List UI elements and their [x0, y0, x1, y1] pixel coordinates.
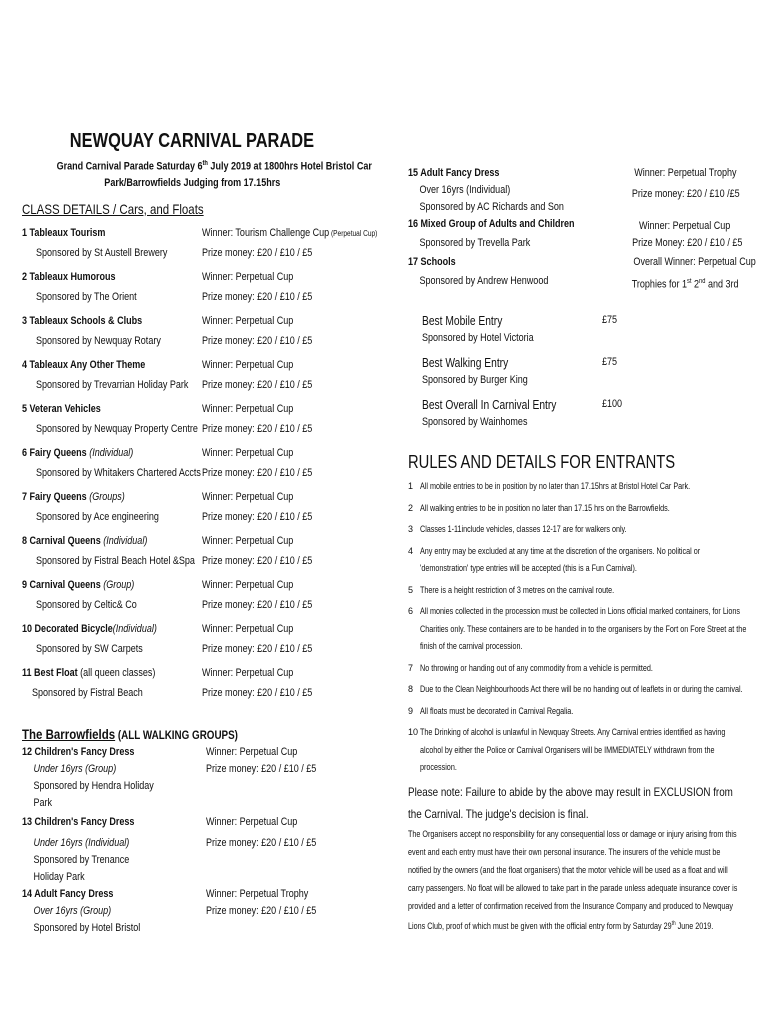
award-amount: £100 — [602, 398, 623, 410]
walking-class-sub: Under 16yrs (Individual) — [33, 836, 130, 849]
trophy-text-a: Trophies for 1 — [631, 278, 688, 291]
class-name-main: 10 Decorated Bicycle — [22, 622, 113, 635]
insurance-sup: th — [671, 920, 676, 927]
class-winner — [202, 533, 293, 550]
insurance-notice — [408, 825, 748, 935]
walking-class-prize: Prize money: £20 / £10 / £5 — [206, 836, 317, 849]
rule-number: 4 — [408, 545, 414, 556]
rule-number: 10 — [408, 727, 419, 737]
class-winner-text: Winner: Perpetual Cup — [202, 270, 294, 283]
class-winner — [202, 489, 293, 506]
class-sponsor: Sponsored by Trevarrian Holiday Park — [36, 378, 189, 391]
walking-class-winner: Winner: Perpetual Cup — [206, 745, 298, 758]
award-name: Best Mobile Entry — [422, 314, 503, 328]
class-winner-text: Winner: Perpetual Cup — [202, 490, 294, 503]
walking-class-14 — [22, 886, 397, 937]
class-name — [22, 401, 101, 417]
class-name — [22, 445, 133, 461]
class-winner-text: Winner: Perpetual Cup — [202, 446, 294, 459]
class-prize: Prize money: £20 / £10 / £5 — [202, 378, 313, 391]
walking-class-sponsor-cont: Holiday Park — [33, 870, 85, 883]
class-winner-text: Winner: Perpetual Cup — [202, 622, 294, 635]
class-winner-text: Winner: Perpetual Cup — [202, 578, 294, 591]
barrowfields-heading-text — [22, 725, 238, 744]
class-item — [22, 269, 397, 313]
class-item — [22, 401, 397, 445]
class-title: 15 Adult Fancy Dress — [408, 167, 500, 179]
class-name-main: 4 Tableaux Any Other Theme — [22, 358, 146, 371]
class-sponsor: Sponsored by Trevella Park — [419, 237, 531, 249]
class-name — [22, 225, 105, 241]
class-prize: Prize money: £20 / £10 / £5 — [202, 246, 313, 259]
rule-item — [408, 543, 748, 578]
award-amount: £75 — [602, 314, 618, 326]
walking-class-prize: Prize money: £20 / £10 / £5 — [206, 762, 317, 775]
class-winner — [202, 357, 293, 374]
walking-class-sub: Under 16yrs (Group) — [33, 762, 117, 775]
insurance-text: The Organisers accept no responsibility for any consequential loss or damage or injury arising from this event and each entry must have their own personal insurance. The insurers of the vehicle must be notified by the owners (and the float organisers) that the motor vehicle will be used as a float and will carry passengers. No float will be allowed to take part in the parade unless adequate insurance cover is provided and a letter of confirmation received from the Insurance Company and produced to Newquay Lions Club, proof of which must be given with the official entry form by Saturday 29 — [408, 828, 738, 931]
rules-heading — [408, 450, 748, 474]
award-item — [422, 396, 748, 430]
class-name — [22, 665, 155, 681]
rule-item — [408, 478, 748, 496]
trophy-sup-2: nd — [699, 278, 706, 285]
class-name-main: 1 Tableaux Tourism — [22, 226, 106, 239]
rule-number: 8 — [408, 684, 414, 694]
class-sponsor: Sponsored by Whitakers Chartered Accts — [36, 466, 201, 479]
subtitle-line-1-a: Grand Carnival Parade Saturday 6 — [56, 160, 203, 173]
class-winner: Winner: Perpetual Cup — [639, 220, 731, 232]
class-item — [22, 225, 397, 269]
class-item — [22, 533, 397, 577]
barrowfields-subtitle: (ALL WALKING GROUPS) — [115, 727, 238, 742]
class-name-extra: (all queen classes) — [77, 666, 156, 679]
rule-text: Due to the Clean Neighbourhoods Act there will be no handing out of leaflets in or during the carnival. — [420, 684, 743, 694]
class-name-main: 2 Tableaux Humorous — [22, 270, 116, 283]
class-sub: Over 16yrs (Individual) — [419, 184, 511, 196]
class-item — [22, 445, 397, 489]
walking-class-title: 13 Children's Fancy Dress — [22, 815, 135, 828]
class-prize: Prize money: £20 / £10 / £5 — [202, 686, 313, 699]
class-prize: Prize money: £20 / £10 / £5 — [202, 334, 313, 347]
exclusion-note-text: Please note: Failure to abide by the above may result in EXCLUSION from the Carnival. The judge's decision is final. — [408, 784, 733, 821]
barrowfields-title: The Barrowfields — [22, 725, 116, 742]
class-winner — [202, 269, 293, 286]
rule-text: All floats must be decorated in Carnival Regalia. — [420, 705, 574, 716]
award-sponsor: Sponsored by Hotel Victoria — [422, 332, 534, 344]
walking-class-prize: Prize money: £20 / £10 / £5 — [206, 904, 317, 917]
class-name-main: 7 Fairy Queens — [22, 490, 90, 503]
class-prize: Prize money: £20 / £10 / £5 — [202, 290, 313, 303]
class-winner-extra: (Perpetual Cup) — [329, 228, 378, 238]
subtitle-line-2: Park/Barrowfields Judging from 17.15hrs — [104, 176, 280, 189]
class-winner: Winner: Perpetual Cup — [202, 666, 294, 679]
award-sponsor: Sponsored by Wainhomes — [422, 416, 528, 428]
class-name-main: 8 Carnival Queens — [22, 534, 104, 547]
right-column — [408, 165, 756, 935]
rule-text: Any entry may be excluded at any time at the discretion of the organisers. No political or 'demonstration' type entries will be accepted (this is a Fun Carnival). — [420, 545, 701, 573]
insurance-text-end: June 2019. — [675, 920, 714, 931]
class-winner-text: Winner: Tourism Challenge Cup — [202, 226, 330, 239]
award-amount: £75 — [602, 356, 618, 368]
class-item — [22, 577, 397, 621]
class-title: 16 Mixed Group of Adults and Children — [408, 218, 575, 230]
class-item-17 — [408, 254, 756, 291]
class-winner — [202, 621, 293, 638]
rules-list — [408, 478, 748, 777]
walking-class-title: 14 Adult Fancy Dress — [22, 887, 114, 900]
class-name-main: 6 Fairy Queens — [22, 446, 90, 459]
class-sponsor: Sponsored by Newquay Rotary — [36, 334, 161, 347]
class-sponsor: Sponsored by St Austell Brewery — [36, 246, 168, 259]
rule-number: 9 — [408, 705, 414, 716]
rule-item — [408, 500, 748, 518]
class-name — [22, 621, 157, 637]
class-name — [22, 269, 116, 285]
walking-class-sponsor: Sponsored by Hendra Holiday — [33, 779, 154, 792]
class-winner-text: Winner: Perpetual Cup — [202, 534, 294, 547]
rule-item — [408, 582, 748, 600]
rule-number: 6 — [408, 606, 414, 616]
class-prize: Prize money: £20 / £10 / £5 — [202, 554, 313, 567]
class-winner — [202, 445, 293, 462]
award-list — [422, 312, 748, 430]
rule-number: 3 — [408, 524, 414, 534]
page-title-text: NEWQUAY CARNIVAL PARADE — [69, 130, 315, 152]
class-name-extra: (Individual) — [112, 622, 157, 635]
class-winner-text: Winner: Perpetual Cup — [202, 314, 294, 327]
class-winner — [202, 401, 293, 418]
class-name — [22, 577, 134, 593]
rule-text: There is a height restriction of 3 metres on the carnival route. — [420, 584, 615, 595]
rules-heading-text: RULES AND DETAILS FOR ENTRANTS — [408, 452, 676, 472]
class-details-heading-text: CLASS DETAILS / Cars, and Floats — [22, 200, 204, 217]
trophy-sup-1: st — [687, 278, 692, 285]
class-name-main: 9 Carnival Queens — [22, 578, 104, 591]
parade-subtitle — [22, 156, 372, 191]
class-sponsor: Sponsored by Celtic& Co — [36, 598, 137, 611]
left-column — [22, 128, 397, 937]
walking-class-sponsor: Sponsored by Hotel Bristol — [33, 921, 141, 934]
rule-item — [408, 521, 748, 539]
rule-item — [408, 681, 748, 699]
trophy-text-b: 2 — [691, 278, 700, 291]
class-name — [22, 357, 145, 373]
walking-class-sponsor: Sponsored by Trenance — [33, 853, 130, 866]
walking-class-sponsor-cont: Park — [33, 796, 53, 809]
class-winner: Overall Winner: Perpetual Cup — [633, 256, 756, 268]
walking-class-title: 12 Children's Fancy Dress — [22, 745, 135, 758]
class-sponsor: Sponsored by Fistral Beach Hotel &Spa — [36, 554, 195, 567]
trophy-text-c: and 3rd — [705, 278, 739, 291]
barrowfields-heading — [22, 725, 397, 744]
walking-class-sub: Over 16yrs (Group) — [33, 904, 112, 917]
class-name-extra: (Group) — [103, 578, 135, 591]
rule-text: Classes 1-11include vehicles, classes 12-17 are for walkers only. — [420, 524, 627, 534]
rule-number: 2 — [408, 502, 414, 513]
class-prize: Prize money: £20 / £10 / £5 — [202, 466, 313, 479]
class-item — [22, 357, 397, 401]
class-name — [22, 489, 125, 505]
award-sponsor: Sponsored by Burger King — [422, 374, 528, 386]
walking-class-winner: Winner: Perpetual Cup — [206, 815, 298, 828]
subtitle-line-1-b: July 2019 at 1800hrs Hotel Bristol Car — [207, 160, 372, 173]
class-sponsor: Sponsored by AC Richards and Son — [419, 201, 564, 213]
award-item — [422, 312, 748, 346]
walking-class-13 — [22, 814, 397, 886]
rule-item — [408, 603, 748, 656]
class-title: 17 Schools — [408, 256, 456, 268]
class-name-main: 3 Tableaux Schools & Clubs — [22, 314, 143, 327]
class-prize: Prize money: £20 / £10 / £5 — [202, 510, 313, 523]
class-prize: Prize money: £20 / £10 / £5 — [202, 642, 313, 655]
rule-number: 7 — [408, 662, 414, 673]
subtitle-sup: th — [202, 160, 208, 167]
rule-text: All mobile entries to be in position by no later than 17.15hrs at Bristol Hotel Car Park. — [420, 481, 691, 491]
insurance-notice-text — [408, 825, 744, 935]
class-sponsor: Sponsored by Andrew Henwood — [419, 275, 549, 287]
class-list — [22, 225, 397, 665]
class-name-extra: (Individual) — [89, 446, 134, 459]
rule-text: The Drinking of alcohol is unlawful in Newquay Streets. Any Carnival entries identified as having alcohol by either the Police or Carnival Organisers will be IMMEDIATELY withdrawn from the procession. — [420, 727, 726, 772]
barrowfields-section — [22, 725, 397, 937]
class-winner: Winner: Perpetual Trophy — [633, 167, 737, 179]
class-winner-text: Winner: Perpetual Cup — [202, 358, 294, 371]
class-name-main: 5 Veteran Vehicles — [22, 402, 101, 415]
class-winner-text: Winner: Perpetual Cup — [202, 402, 294, 415]
award-name: Best Overall In Carnival Entry — [422, 398, 557, 412]
class-prize: Prize Money: £20 / £10 / £5 — [632, 237, 743, 249]
rule-text: All monies collected in the procession must be collected in Lions official marked containers, for Lions Charities only. These containers are to be handed in to the organisers by the Fort on Fore Street at the finish of the carnival procession. — [420, 606, 747, 651]
class-item — [22, 621, 397, 665]
class-name-main: 11 Best Float — [22, 666, 78, 679]
class-prize: Prize money: £20 / £10 / £5 — [202, 598, 313, 611]
class-name-extra: (Individual) — [103, 534, 148, 547]
class-prize: Prize money: £20 / £10 / £5 — [202, 422, 313, 435]
award-item — [422, 354, 748, 388]
class-winner — [202, 313, 293, 330]
class-prize: Prize money: £20 / £10 /£5 — [631, 188, 740, 200]
rule-item — [408, 703, 748, 721]
class-item-15 — [408, 165, 748, 216]
class-trophies — [632, 273, 739, 294]
class-sponsor: Sponsored by Ace engineering — [36, 510, 159, 523]
class-sponsor: Sponsored by The Orient — [36, 290, 137, 303]
class-name-extra: (Groups) — [89, 490, 125, 503]
class-sponsor: Sponsored by Fistral Beach — [32, 686, 143, 699]
class-item-16 — [408, 216, 748, 252]
rule-item — [408, 660, 748, 678]
rule-text: No throwing or handing out of any commodity from a vehicle is permitted. — [420, 662, 653, 673]
class-sponsor: Sponsored by Newquay Property Centre — [36, 422, 198, 435]
class-name — [22, 313, 142, 329]
rule-number: 5 — [408, 584, 414, 595]
rule-number: 1 — [408, 481, 414, 491]
class-details-heading — [22, 199, 397, 219]
class-winner — [202, 577, 293, 594]
class-item-11 — [22, 665, 397, 705]
rule-item — [408, 724, 748, 777]
rule-text: All walking entries to be in position no later than 17.15 hrs on the Barrowfields. — [420, 502, 670, 513]
class-item — [22, 313, 397, 357]
class-name — [22, 533, 147, 549]
exclusion-note — [408, 781, 748, 825]
class-sponsor: Sponsored by SW Carpets — [36, 642, 143, 655]
subtitle-line-1 — [57, 156, 372, 175]
class-winner — [202, 225, 377, 242]
award-name: Best Walking Entry — [422, 356, 509, 370]
page-title — [22, 128, 362, 154]
walking-class-12 — [22, 744, 397, 812]
class-item — [22, 489, 397, 533]
walking-class-winner: Winner: Perpetual Trophy — [206, 887, 309, 900]
